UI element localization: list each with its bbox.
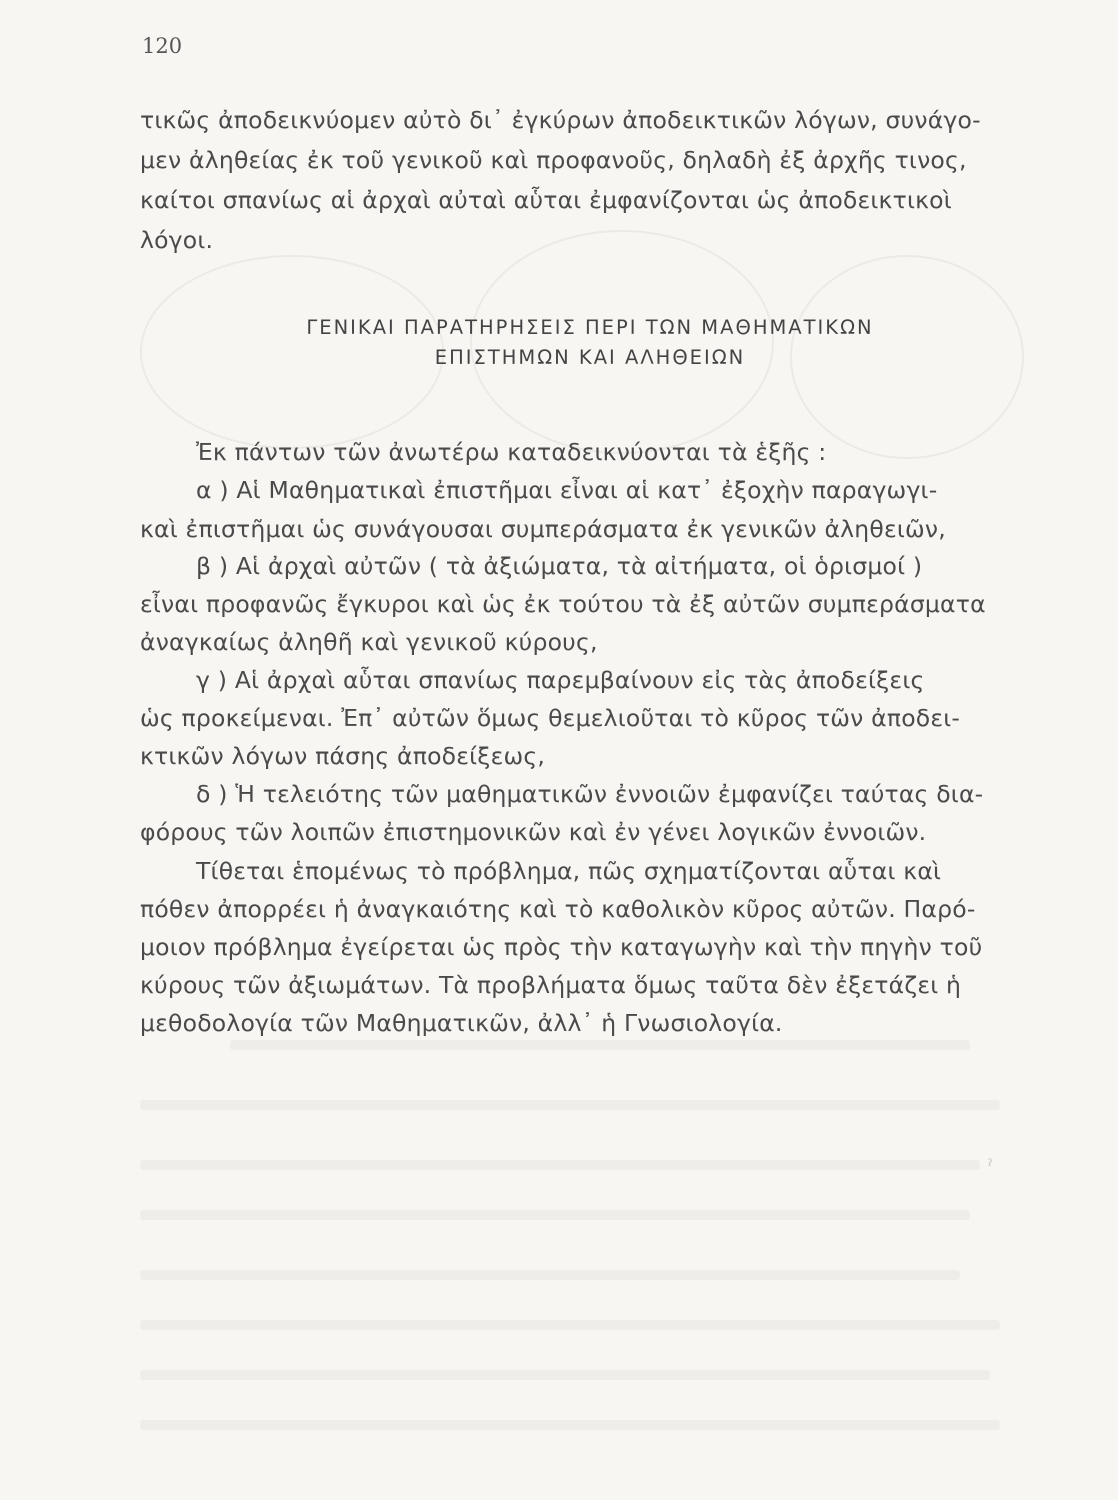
text-line: κτικῶν λόγων πάσης ἀποδείξεως, bbox=[140, 742, 546, 770]
text-line: ἀναγκαίως ἀληθῆ καὶ γενικοῦ κύρους, bbox=[140, 628, 598, 656]
bleed-through-line bbox=[140, 1100, 1000, 1110]
bleed-through-line bbox=[140, 1160, 980, 1170]
text-line: μοιον πρόβλημα ἐγείρεται ὡς πρὸς τὴν καταγωγὴν καὶ τὴν πηγὴν τοῦ bbox=[140, 933, 983, 961]
text-line: μεθοδολογία τῶν Μαθηματικῶν, ἀλλ᾽ ἡ Γνωσιολογία. bbox=[140, 1009, 783, 1037]
page-number: 120 bbox=[142, 34, 183, 58]
text-line: καὶ ἐπιστῆμαι ὡς συνάγουσαι συμπεράσματα ἐκ γενικῶν ἀληθειῶν, bbox=[140, 515, 946, 543]
text-line: καίτοι σπανίως αἱ ἀρχαὶ αὐταὶ αὗται ἐμφανίζονται ὡς ἀποδεικτικοὶ bbox=[140, 186, 952, 214]
text-line: ὡς προκείμεναι. Ἐπ᾽ αὐτῶν ὅμως θεμελιοῦται τὸ κῦρος τῶν ἀποδει- bbox=[140, 704, 961, 732]
text-line: δ ) Ἡ τελειότης τῶν μαθηματικῶν ἐννοιῶν ἐμφανίζει ταύτας δια- bbox=[196, 780, 984, 808]
text-line: τικῶς ἀποδεικνύομεν αὐτὸ δι᾽ ἐγκύρων ἀποδεικτικῶν λόγων, συνάγο- bbox=[140, 106, 981, 134]
text-line: λόγοι. bbox=[140, 226, 214, 254]
bleed-through-circle-center bbox=[470, 230, 774, 454]
text-line: εἶναι προφανῶς ἔγκυροι καὶ ὡς ἐκ τούτου τὰ ἐξ αὐτῶν συμπεράσματα bbox=[140, 590, 986, 618]
text-line: γ ) Αἱ ἀρχαὶ αὗται σπανίως παρεμβαίνουν εἰς τὰς ἀποδείξεις bbox=[196, 666, 925, 694]
text-line: β ) Αἱ ἀρχαὶ αὐτῶν ( τὰ ἀξιώματα, τὰ αἰτήματα, οἱ ὁρισμοί ) bbox=[196, 552, 923, 580]
text-line: φόρους τῶν λοιπῶν ἐπιστημονικῶν καὶ ἐν γένει λογικῶν ἐννοιῶν. bbox=[140, 818, 927, 846]
stray-ink-mark: ˀ bbox=[988, 1156, 993, 1175]
text-line: κύρους τῶν ἀξιωμάτων. Τὰ προβλήματα ὅμως ταῦτα δὲν ἐξετάζει ἡ bbox=[140, 971, 962, 999]
bleed-through-line bbox=[140, 1320, 1000, 1330]
text-line: α ) Αἱ Μαθηματικαὶ ἐπιστῆμαι εἶναι αἱ κατ᾽ ἐξοχὴν παραγωγι- bbox=[196, 476, 938, 504]
bleed-through-line bbox=[140, 1210, 970, 1220]
bleed-through-line bbox=[140, 1270, 960, 1280]
bleed-through-line bbox=[140, 1370, 990, 1380]
text-line: Τίθεται ἑπομένως τὸ πρόβλημα, πῶς σχηματίζονται αὗται καὶ bbox=[196, 857, 942, 885]
section-heading-line1: ΓΕΝΙΚΑΙ ΠΑΡΑΤΗΡΗΣΕΙΣ ΠΕΡΙ ΤΩΝ ΜΑΘΗΜΑΤΙΚΩΝ bbox=[306, 316, 874, 339]
bleed-through-line bbox=[140, 1420, 1000, 1430]
bleed-through-line bbox=[230, 1040, 970, 1050]
text-line: πόθεν ἀπορρέει ἡ ἀναγκαιότης καὶ τὸ καθολικὸν κῦρος αὐτῶν. Παρό- bbox=[140, 895, 976, 923]
text-line: μεν ἀληθείας ἐκ τοῦ γενικοῦ καὶ προφανοῦς, δηλαδὴ ἐξ ἀρχῆς τινος, bbox=[140, 146, 967, 174]
text-line: Ἐκ πάντων τῶν ἀνωτέρω καταδεικνύονται τὰ ἑξῆς : bbox=[196, 438, 827, 466]
section-heading-line2: ΕΠΙΣΤΗΜΩΝ ΚΑΙ ΑΛΗΘΕΙΩΝ bbox=[434, 346, 746, 369]
